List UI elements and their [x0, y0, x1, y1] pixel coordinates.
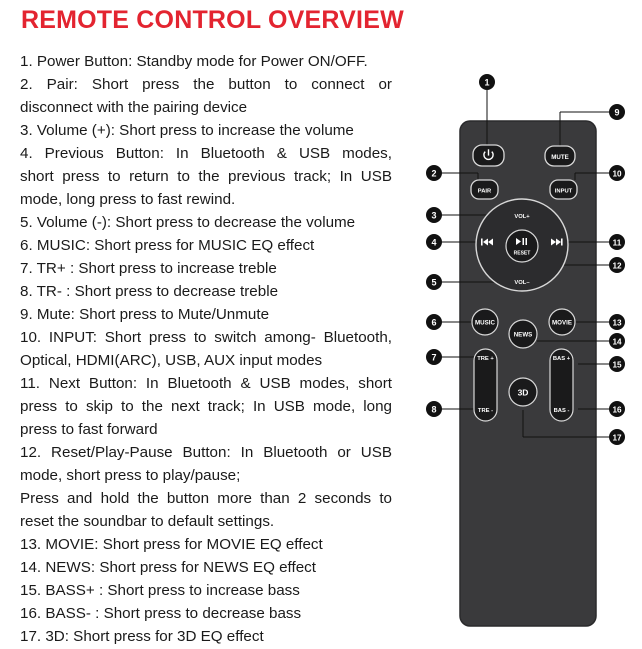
input-button[interactable]	[550, 180, 577, 199]
callout-13	[609, 314, 625, 330]
callout-17	[609, 429, 625, 445]
callout-number: 5	[431, 277, 437, 288]
three-d-label: 3D	[517, 387, 529, 398]
description-line: 4. Previous Button: In Bluetooth & USB modes,	[20, 145, 392, 162]
description-line: 14. NEWS: Short press for NEWS EQ effect	[20, 559, 316, 576]
treble-rocker[interactable]	[474, 349, 497, 421]
description-line: 8. TR- : Short press to decrease treble	[20, 283, 279, 300]
description-line: 2. Pair: Short press the button to connect or	[20, 76, 392, 93]
callout-number: 11	[612, 238, 622, 248]
bass-rocker[interactable]	[550, 349, 573, 421]
callout-number: 3	[431, 210, 437, 221]
callout-11	[609, 234, 625, 250]
music-button[interactable]	[472, 309, 498, 335]
callout-6	[426, 314, 442, 330]
callout-number: 17	[612, 433, 622, 443]
description-line: 17. 3D: Short press for 3D EQ effect	[20, 628, 264, 645]
news-label: NEWS	[513, 331, 533, 339]
callout-9	[609, 104, 625, 120]
description-line: 6. MUSIC: Short press for MUSIC EQ effect	[20, 237, 315, 254]
description-line: short press to return to the previous track; In USB	[20, 168, 392, 185]
movie-label: MOVIE	[552, 319, 572, 327]
callout-7	[426, 349, 442, 365]
description-line: disconnect with the pairing device	[20, 99, 248, 116]
description-line: 15. BASS+ : Short press to increase bass	[20, 582, 300, 599]
play-pause-reset-button[interactable]	[506, 230, 538, 262]
callout-number: 14	[612, 337, 622, 347]
callout-number: 1	[484, 77, 490, 88]
mute-label: MUTE	[551, 154, 569, 161]
bass-down-label[interactable]: BAS -	[553, 408, 570, 414]
callout-16	[609, 401, 625, 417]
description-line: Press and hold the button more than 2 seconds to	[20, 490, 392, 507]
callout-14	[609, 333, 625, 349]
music-label: MUSIC	[475, 319, 495, 327]
pair-button[interactable]	[471, 180, 498, 199]
callout-number: 6	[431, 317, 437, 328]
description-line: press to skip to the next track; In USB mode, long	[20, 398, 392, 415]
description-line: reset the soundbar to default settings.	[20, 513, 275, 530]
callout-number: 7	[431, 352, 437, 363]
callout-number: 4	[431, 237, 437, 248]
power-button[interactable]	[473, 145, 504, 166]
three-d-button[interactable]	[509, 378, 537, 406]
callout-number: 10	[612, 169, 622, 179]
description-line: mode, short press to play/pause;	[20, 467, 241, 484]
treble-down-label[interactable]: TRE -	[477, 408, 494, 414]
bass-up-label[interactable]: BAS +	[552, 356, 571, 362]
news-button[interactable]	[509, 320, 537, 348]
description-line: press to fast forward	[20, 421, 158, 438]
description-line: 7. TR+ : Short press to increase treble	[20, 260, 277, 277]
description-line: 3. Volume (+): Short press to increase the volume	[20, 122, 354, 139]
callout-10	[609, 165, 625, 181]
description-line: 10. INPUT: Short press to switch among- Bluetooth,	[20, 329, 392, 346]
mute-button[interactable]	[545, 146, 575, 166]
callout-number: 2	[431, 168, 437, 179]
description-line: 9. Mute: Short press to Mute/Unmute	[20, 306, 270, 323]
description-line: 11. Next Button: In Bluetooth & USB modes, short	[20, 375, 392, 392]
callout-2	[426, 165, 442, 181]
reset-label: RESET	[513, 250, 531, 257]
callout-number: 16	[612, 405, 622, 415]
description-line: 16. BASS- : Short press to decrease bass	[20, 605, 302, 622]
pair-label: PAIR	[477, 188, 492, 195]
page-title: REMOTE CONTROL OVERVIEW	[21, 6, 404, 34]
description-line: 12. Reset/Play-Pause Button: In Bluetooth or USB	[20, 444, 392, 461]
callout-5	[426, 274, 442, 290]
callout-3	[426, 207, 442, 223]
callout-12	[609, 257, 625, 273]
callout-number: 13	[612, 318, 622, 328]
vol-down-label[interactable]: VOL–	[514, 280, 530, 286]
callout-number: 12	[612, 261, 622, 271]
description-line: 5. Volume (-): Short press to decrease the volume	[20, 214, 356, 231]
callout-number: 8	[431, 404, 437, 415]
treble-up-label[interactable]: TRE +	[477, 356, 494, 362]
callout-15	[609, 356, 625, 372]
description-line: mode, long press to fast rewind.	[20, 191, 236, 208]
callout-number: 9	[614, 107, 620, 118]
description-line: 1. Power Button: Standby mode for Power ON/OFF.	[20, 53, 368, 70]
callout-4	[426, 234, 442, 250]
description-line: 13. MOVIE: Short press for MOVIE EQ effect	[20, 536, 323, 553]
description-line: Optical, HDMI(ARC), USB, AUX input modes	[20, 352, 323, 369]
vol-up-label[interactable]: VOL+	[514, 214, 530, 220]
movie-button[interactable]	[549, 309, 575, 335]
callout-1	[479, 74, 495, 90]
callout-number: 15	[612, 360, 622, 370]
input-label: INPUT	[554, 188, 573, 195]
callout-8	[426, 401, 442, 417]
